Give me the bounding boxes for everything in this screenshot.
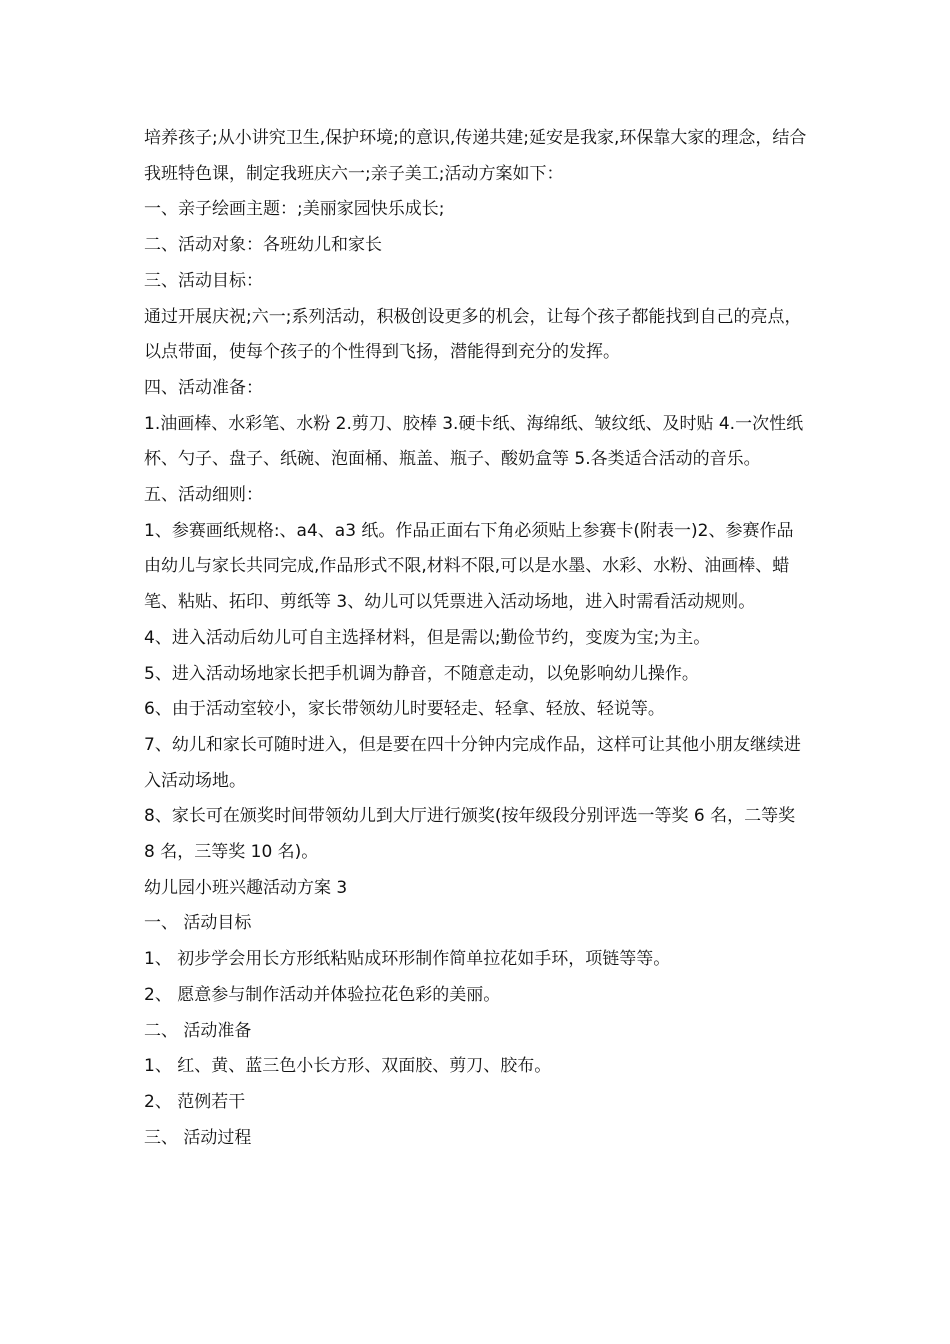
- paragraph-rule-1: 1、参赛画纸规格:、a4、a3 纸。作品正面右下角必须贴上参赛卡(附表一)2、参赛作品由幼儿与家长共同完成,作品形式不限,材料不限,可以是水墨、水彩、水粉、油画棒、蜡笔、粘贴、拓印、剪纸等 3、幼儿可以凭票进入活动场地，进入时需看活动规则。: [144, 520, 794, 613]
- paragraph-rule-8: 8、家长可在颁奖时间带领幼儿到大厅进行颁奖(按年级段分别评选一等奖 6 名，二等奖 8 名，三等奖 10 名)。: [144, 806, 796, 863]
- heading-goals: 三、活动目标：: [144, 270, 263, 291]
- heading-activity-goals: 一、 活动目标: [144, 913, 252, 934]
- paragraph-rule-4: 4、进入活动后幼儿可自主选择材料，但是需以;勤俭节约，变废为宝;为主。: [144, 627, 711, 648]
- paragraph-goal-1: 1、 初步学会用长方形纸粘贴成环形制作简单拉花如手环，项链等等。: [144, 949, 671, 970]
- heading-rules: 五、活动细则：: [144, 485, 263, 506]
- paragraph-theme: 一、亲子绘画主题：;美丽家园快乐成长;: [144, 199, 445, 220]
- paragraph-goals: 通过开展庆祝;六一;系列活动，积极创设更多的机会，让每个孩子都能找到自己的亮点，以点带面，使每个孩子的个性得到飞扬，潜能得到充分的发挥。: [144, 306, 802, 363]
- paragraph-rule-5: 5、进入活动场地家长把手机调为静音，不随意走动，以免影响幼儿操作。: [144, 663, 699, 684]
- paragraph-rule-7: 7、幼儿和家长可随时进入，但是要在四十分钟内完成作品，这样可让其他小朋友继续进入活动场地。: [144, 734, 801, 791]
- heading-preparation: 四、活动准备：: [144, 377, 263, 398]
- paragraph-audience: 二、活动对象：各班幼儿和家长: [144, 235, 382, 256]
- paragraph-prep-2: 2、 范例若干: [144, 1091, 246, 1112]
- section-title-plan-3: 幼儿园小班兴趣活动方案 3: [144, 877, 348, 898]
- heading-activity-preparation: 二、 活动准备: [144, 1020, 252, 1041]
- paragraph-intro: 培养孩子;从小讲究卫生,保护环境;的意识,传递共建;延安是我家,环保靠大家的理念，结合我班特色课，制定我班庆六一;亲子美工;活动方案如下：: [144, 128, 807, 184]
- document-body: [144, 121, 810, 1156]
- paragraph-rule-6: 6、由于活动室较小，家长带领幼儿时要轻走、轻拿、轻放、轻说等。: [144, 699, 665, 720]
- paragraph-goal-2: 2、 愿意参与制作活动并体验拉花色彩的美丽。: [144, 984, 501, 1005]
- paragraph-prep-1: 1、 红、黄、蓝三色小长方形、双面胶、剪刀、胶布。: [144, 1056, 552, 1077]
- heading-activity-process: 三、 活动过程: [144, 1127, 252, 1148]
- paragraph-materials: 1.油画棒、水彩笔、水粉 2.剪刀、胶棒 3.硬卡纸、海绵纸、皱纹纸、及时贴 4.一次性纸杯、勺子、盘子、纸碗、泡面桶、瓶盖、瓶子、酸奶盒等 5.各类适合活动的音乐。: [144, 413, 804, 470]
